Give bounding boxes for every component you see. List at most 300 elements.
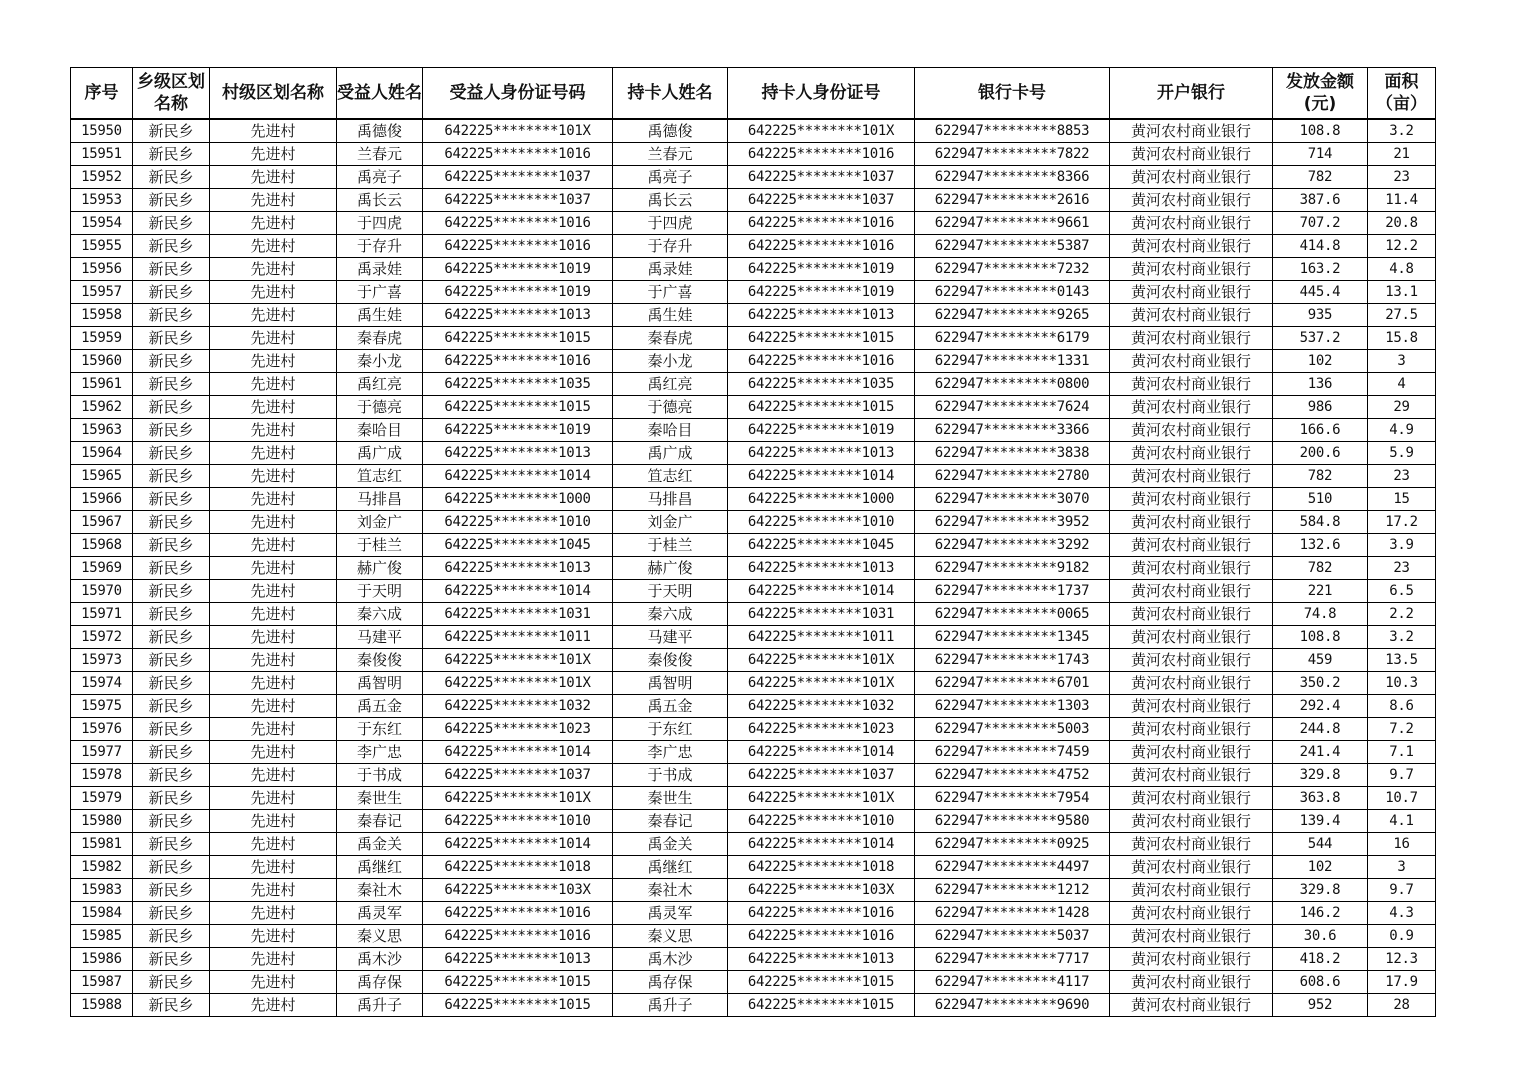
- table-row: [71, 488, 1436, 511]
- table-row: [71, 741, 1436, 764]
- cell-village: 先进村: [210, 994, 337, 1017]
- cell-holder: 秦春虎: [613, 327, 728, 350]
- cell-card: 622947*********1331: [915, 350, 1110, 373]
- cell-beneficiary-id: 642225********1015: [423, 971, 613, 994]
- cell-amount: 221: [1273, 580, 1368, 603]
- cell-area: 3.9: [1368, 534, 1436, 557]
- cell-village: 先进村: [210, 626, 337, 649]
- cell-area: 20.8: [1368, 212, 1436, 235]
- cell-card: 622947*********4752: [915, 764, 1110, 787]
- cell-amount: 329.8: [1273, 764, 1368, 787]
- cell-holder-id: 642225********1016: [728, 143, 915, 166]
- cell-seq: 15951: [71, 143, 133, 166]
- cell-beneficiary-id: 642225********1014: [423, 741, 613, 764]
- cell-bank: 黄河农村商业银行: [1110, 580, 1273, 603]
- cell-village: 先进村: [210, 856, 337, 879]
- cell-village: 先进村: [210, 741, 337, 764]
- table-header: [71, 68, 1436, 120]
- cell-card: 622947*********0800: [915, 373, 1110, 396]
- cell-seq: 15964: [71, 442, 133, 465]
- table-row: [71, 327, 1436, 350]
- cell-town: 新民乡: [133, 189, 210, 212]
- cell-seq: 15963: [71, 419, 133, 442]
- cell-beneficiary-id: 642225********1037: [423, 189, 613, 212]
- cell-beneficiary: 禹德俊: [337, 119, 423, 143]
- cell-seq: 15979: [71, 787, 133, 810]
- cell-holder-id: 642225********1011: [728, 626, 915, 649]
- cell-town: 新民乡: [133, 856, 210, 879]
- cell-beneficiary-id: 642225********1014: [423, 465, 613, 488]
- cell-card: 622947*********6701: [915, 672, 1110, 695]
- cell-holder: 禹生娃: [613, 304, 728, 327]
- cell-beneficiary-id: 642225********1016: [423, 212, 613, 235]
- cell-card: 622947*********7954: [915, 787, 1110, 810]
- cell-beneficiary-id: 642225********1032: [423, 695, 613, 718]
- cell-seq: 15978: [71, 764, 133, 787]
- cell-bank: 黄河农村商业银行: [1110, 373, 1273, 396]
- cell-beneficiary-id: 642225********101X: [423, 672, 613, 695]
- cell-card: 622947*********1212: [915, 879, 1110, 902]
- header-village: 村级区划名称: [210, 68, 337, 120]
- cell-bank: 黄河农村商业银行: [1110, 235, 1273, 258]
- cell-area: 6.5: [1368, 580, 1436, 603]
- cell-holder: 禹升子: [613, 994, 728, 1017]
- cell-amount: 608.6: [1273, 971, 1368, 994]
- cell-holder-id: 642225********1016: [728, 212, 915, 235]
- cell-card: 622947*********2780: [915, 465, 1110, 488]
- cell-beneficiary: 禹智明: [337, 672, 423, 695]
- cell-area: 15.8: [1368, 327, 1436, 350]
- cell-beneficiary-id: 642225********1031: [423, 603, 613, 626]
- cell-area: 29: [1368, 396, 1436, 419]
- cell-area: 4.8: [1368, 258, 1436, 281]
- cell-holder-id: 642225********1019: [728, 281, 915, 304]
- cell-seq: 15960: [71, 350, 133, 373]
- cell-area: 7.2: [1368, 718, 1436, 741]
- cell-area: 13.5: [1368, 649, 1436, 672]
- cell-town: 新民乡: [133, 580, 210, 603]
- cell-holder: 禹长云: [613, 189, 728, 212]
- cell-seq: 15955: [71, 235, 133, 258]
- cell-amount: 584.8: [1273, 511, 1368, 534]
- cell-area: 15: [1368, 488, 1436, 511]
- cell-holder: 禹录娃: [613, 258, 728, 281]
- cell-holder-id: 642225********1016: [728, 350, 915, 373]
- table-row: [71, 465, 1436, 488]
- cell-village: 先进村: [210, 925, 337, 948]
- cell-town: 新民乡: [133, 994, 210, 1017]
- cell-beneficiary: 马建平: [337, 626, 423, 649]
- cell-village: 先进村: [210, 557, 337, 580]
- cell-holder-id: 642225********101X: [728, 119, 915, 143]
- cell-bank: 黄河农村商业银行: [1110, 304, 1273, 327]
- cell-beneficiary: 马排昌: [337, 488, 423, 511]
- table-row: [71, 856, 1436, 879]
- cell-town: 新民乡: [133, 971, 210, 994]
- cell-holder: 于四虎: [613, 212, 728, 235]
- table-row: [71, 764, 1436, 787]
- cell-amount: 163.2: [1273, 258, 1368, 281]
- cell-holder: 李广忠: [613, 741, 728, 764]
- cell-area: 27.5: [1368, 304, 1436, 327]
- cell-beneficiary: 禹木沙: [337, 948, 423, 971]
- cell-bank: 黄河农村商业银行: [1110, 511, 1273, 534]
- cell-beneficiary-id: 642225********1016: [423, 902, 613, 925]
- cell-holder: 兰春元: [613, 143, 728, 166]
- cell-amount: 544: [1273, 833, 1368, 856]
- cell-seq: 15953: [71, 189, 133, 212]
- cell-seq: 15988: [71, 994, 133, 1017]
- cell-card: 622947*********8366: [915, 166, 1110, 189]
- cell-amount: 292.4: [1273, 695, 1368, 718]
- table-row: [71, 419, 1436, 442]
- cell-holder: 秦义思: [613, 925, 728, 948]
- cell-area: 4.1: [1368, 810, 1436, 833]
- cell-amount: 146.2: [1273, 902, 1368, 925]
- cell-seq: 15962: [71, 396, 133, 419]
- cell-holder: 秦俊俊: [613, 649, 728, 672]
- cell-card: 622947*********7624: [915, 396, 1110, 419]
- header-holder: 持卡人姓名: [613, 68, 728, 120]
- cell-area: 3: [1368, 350, 1436, 373]
- cell-seq: 15967: [71, 511, 133, 534]
- cell-beneficiary: 禹存保: [337, 971, 423, 994]
- cell-bank: 黄河农村商业银行: [1110, 557, 1273, 580]
- cell-village: 先进村: [210, 718, 337, 741]
- table-row: [71, 810, 1436, 833]
- cell-amount: 139.4: [1273, 810, 1368, 833]
- cell-holder: 禹继红: [613, 856, 728, 879]
- cell-holder: 秦哈目: [613, 419, 728, 442]
- cell-bank: 黄河农村商业银行: [1110, 350, 1273, 373]
- cell-village: 先进村: [210, 971, 337, 994]
- table-row: [71, 971, 1436, 994]
- cell-area: 17.9: [1368, 971, 1436, 994]
- cell-beneficiary: 于天明: [337, 580, 423, 603]
- cell-beneficiary: 于德亮: [337, 396, 423, 419]
- table-row: [71, 879, 1436, 902]
- cell-bank: 黄河农村商业银行: [1110, 833, 1273, 856]
- cell-seq: 15959: [71, 327, 133, 350]
- cell-beneficiary: 兰春元: [337, 143, 423, 166]
- table-row: [71, 626, 1436, 649]
- cell-area: 5.9: [1368, 442, 1436, 465]
- cell-amount: 102: [1273, 350, 1368, 373]
- cell-village: 先进村: [210, 212, 337, 235]
- cell-beneficiary: 秦俊俊: [337, 649, 423, 672]
- table-row: [71, 787, 1436, 810]
- table-row: [71, 603, 1436, 626]
- cell-village: 先进村: [210, 281, 337, 304]
- cell-amount: 782: [1273, 465, 1368, 488]
- cell-holder-id: 642225********1035: [728, 373, 915, 396]
- table-row: [71, 143, 1436, 166]
- cell-area: 4.3: [1368, 902, 1436, 925]
- cell-bank: 黄河农村商业银行: [1110, 741, 1273, 764]
- cell-card: 622947*********9580: [915, 810, 1110, 833]
- cell-card: 622947*********2616: [915, 189, 1110, 212]
- cell-village: 先进村: [210, 603, 337, 626]
- cell-beneficiary: 赫广俊: [337, 557, 423, 580]
- cell-card: 622947*********6179: [915, 327, 1110, 350]
- cell-town: 新民乡: [133, 396, 210, 419]
- cell-beneficiary: 于东红: [337, 718, 423, 741]
- cell-amount: 108.8: [1273, 119, 1368, 143]
- cell-beneficiary-id: 642225********1010: [423, 810, 613, 833]
- cell-holder-id: 642225********1037: [728, 764, 915, 787]
- cell-card: 622947*********0925: [915, 833, 1110, 856]
- cell-holder: 笪志红: [613, 465, 728, 488]
- cell-village: 先进村: [210, 764, 337, 787]
- cell-card: 622947*********1737: [915, 580, 1110, 603]
- cell-beneficiary: 禹升子: [337, 994, 423, 1017]
- cell-town: 新民乡: [133, 764, 210, 787]
- cell-amount: 166.6: [1273, 419, 1368, 442]
- cell-holder-id: 642225********1013: [728, 948, 915, 971]
- header-town: 乡级区划名称: [133, 68, 210, 120]
- cell-seq: 15968: [71, 534, 133, 557]
- cell-card: 622947*********1303: [915, 695, 1110, 718]
- cell-holder: 于存升: [613, 235, 728, 258]
- cell-bank: 黄河农村商业银行: [1110, 119, 1273, 143]
- header-amount: 发放金额(元): [1273, 68, 1368, 120]
- cell-seq: 15957: [71, 281, 133, 304]
- cell-card: 622947*********3292: [915, 534, 1110, 557]
- cell-village: 先进村: [210, 833, 337, 856]
- cell-beneficiary: 禹广成: [337, 442, 423, 465]
- cell-beneficiary: 于书成: [337, 764, 423, 787]
- header-bank: 开户银行: [1110, 68, 1273, 120]
- cell-town: 新民乡: [133, 649, 210, 672]
- header-card: 银行卡号: [915, 68, 1110, 120]
- cell-town: 新民乡: [133, 258, 210, 281]
- cell-holder-id: 642225********1037: [728, 166, 915, 189]
- cell-town: 新民乡: [133, 304, 210, 327]
- cell-town: 新民乡: [133, 143, 210, 166]
- cell-bank: 黄河农村商业银行: [1110, 994, 1273, 1017]
- cell-beneficiary: 刘金广: [337, 511, 423, 534]
- cell-beneficiary-id: 642225********1010: [423, 511, 613, 534]
- cell-town: 新民乡: [133, 718, 210, 741]
- cell-beneficiary-id: 642225********101X: [423, 787, 613, 810]
- cell-beneficiary-id: 642225********1037: [423, 166, 613, 189]
- cell-beneficiary-id: 642225********1014: [423, 833, 613, 856]
- cell-village: 先进村: [210, 810, 337, 833]
- cell-beneficiary: 禹亮子: [337, 166, 423, 189]
- table-row: [71, 649, 1436, 672]
- cell-village: 先进村: [210, 373, 337, 396]
- cell-holder-id: 642225********1010: [728, 511, 915, 534]
- cell-seq: 15974: [71, 672, 133, 695]
- cell-village: 先进村: [210, 166, 337, 189]
- cell-seq: 15981: [71, 833, 133, 856]
- cell-bank: 黄河农村商业银行: [1110, 166, 1273, 189]
- cell-holder-id: 642225********1019: [728, 419, 915, 442]
- cell-beneficiary: 于存升: [337, 235, 423, 258]
- cell-beneficiary: 秦小龙: [337, 350, 423, 373]
- cell-area: 4: [1368, 373, 1436, 396]
- cell-card: 622947*********7822: [915, 143, 1110, 166]
- cell-bank: 黄河农村商业银行: [1110, 189, 1273, 212]
- cell-beneficiary: 秦哈目: [337, 419, 423, 442]
- cell-holder-id: 642225********1014: [728, 741, 915, 764]
- cell-area: 9.7: [1368, 879, 1436, 902]
- cell-town: 新民乡: [133, 787, 210, 810]
- cell-town: 新民乡: [133, 833, 210, 856]
- cell-village: 先进村: [210, 442, 337, 465]
- cell-beneficiary: 禹继红: [337, 856, 423, 879]
- cell-village: 先进村: [210, 189, 337, 212]
- cell-area: 11.4: [1368, 189, 1436, 212]
- cell-town: 新民乡: [133, 626, 210, 649]
- cell-card: 622947*********3952: [915, 511, 1110, 534]
- cell-area: 21: [1368, 143, 1436, 166]
- cell-amount: 418.2: [1273, 948, 1368, 971]
- cell-amount: 102: [1273, 856, 1368, 879]
- cell-holder: 禹金关: [613, 833, 728, 856]
- table-row: [71, 902, 1436, 925]
- cell-amount: 30.6: [1273, 925, 1368, 948]
- cell-holder-id: 642225********1013: [728, 304, 915, 327]
- cell-amount: 707.2: [1273, 212, 1368, 235]
- cell-beneficiary: 笪志红: [337, 465, 423, 488]
- cell-card: 622947*********1743: [915, 649, 1110, 672]
- cell-bank: 黄河农村商业银行: [1110, 465, 1273, 488]
- cell-area: 23: [1368, 557, 1436, 580]
- cell-beneficiary-id: 642225********1018: [423, 856, 613, 879]
- cell-beneficiary-id: 642225********1013: [423, 948, 613, 971]
- table-row: [71, 258, 1436, 281]
- cell-town: 新民乡: [133, 741, 210, 764]
- cell-amount: 329.8: [1273, 879, 1368, 902]
- cell-seq: 15952: [71, 166, 133, 189]
- cell-holder-id: 642225********101X: [728, 649, 915, 672]
- cell-amount: 108.8: [1273, 626, 1368, 649]
- cell-town: 新民乡: [133, 373, 210, 396]
- cell-seq: 15976: [71, 718, 133, 741]
- cell-village: 先进村: [210, 787, 337, 810]
- cell-amount: 132.6: [1273, 534, 1368, 557]
- cell-holder: 禹五金: [613, 695, 728, 718]
- header-seq: 序号: [71, 68, 133, 120]
- cell-holder: 禹亮子: [613, 166, 728, 189]
- cell-town: 新民乡: [133, 879, 210, 902]
- cell-holder: 于东红: [613, 718, 728, 741]
- cell-bank: 黄河农村商业银行: [1110, 258, 1273, 281]
- header-beneficiary: 受益人姓名: [337, 68, 423, 120]
- cell-amount: 986: [1273, 396, 1368, 419]
- cell-amount: 935: [1273, 304, 1368, 327]
- cell-holder-id: 642225********1018: [728, 856, 915, 879]
- cell-beneficiary: 于广喜: [337, 281, 423, 304]
- cell-holder: 于天明: [613, 580, 728, 603]
- cell-seq: 15971: [71, 603, 133, 626]
- cell-card: 622947*********5003: [915, 718, 1110, 741]
- table-row: [71, 833, 1436, 856]
- cell-bank: 黄河农村商业银行: [1110, 396, 1273, 419]
- cell-bank: 黄河农村商业银行: [1110, 879, 1273, 902]
- cell-holder: 秦社木: [613, 879, 728, 902]
- cell-card: 622947*********9690: [915, 994, 1110, 1017]
- cell-village: 先进村: [210, 258, 337, 281]
- cell-beneficiary: 禹生娃: [337, 304, 423, 327]
- cell-village: 先进村: [210, 488, 337, 511]
- cell-amount: 74.8: [1273, 603, 1368, 626]
- cell-village: 先进村: [210, 902, 337, 925]
- cell-holder: 秦世生: [613, 787, 728, 810]
- cell-holder: 秦六成: [613, 603, 728, 626]
- cell-beneficiary-id: 642225********1000: [423, 488, 613, 511]
- table-row: [71, 212, 1436, 235]
- cell-town: 新民乡: [133, 281, 210, 304]
- cell-holder: 禹红亮: [613, 373, 728, 396]
- cell-holder-id: 642225********1000: [728, 488, 915, 511]
- cell-card: 622947*********9182: [915, 557, 1110, 580]
- table-row: [71, 304, 1436, 327]
- cell-holder-id: 642225********1032: [728, 695, 915, 718]
- cell-bank: 黄河农村商业银行: [1110, 327, 1273, 350]
- cell-village: 先进村: [210, 396, 337, 419]
- cell-bank: 黄河农村商业银行: [1110, 948, 1273, 971]
- cell-holder: 刘金广: [613, 511, 728, 534]
- cell-beneficiary-id: 642225********1015: [423, 396, 613, 419]
- cell-holder: 于德亮: [613, 396, 728, 419]
- cell-card: 622947*********7232: [915, 258, 1110, 281]
- cell-beneficiary: 禹长云: [337, 189, 423, 212]
- cell-area: 23: [1368, 166, 1436, 189]
- cell-holder-id: 642225********1016: [728, 902, 915, 925]
- cell-card: 622947*********1345: [915, 626, 1110, 649]
- table-row: [71, 281, 1436, 304]
- cell-amount: 445.4: [1273, 281, 1368, 304]
- cell-town: 新民乡: [133, 465, 210, 488]
- cell-seq: 15958: [71, 304, 133, 327]
- cell-holder-id: 642225********1015: [728, 396, 915, 419]
- cell-card: 622947*********0065: [915, 603, 1110, 626]
- cell-area: 3.2: [1368, 626, 1436, 649]
- cell-bank: 黄河农村商业银行: [1110, 902, 1273, 925]
- table-row: [71, 925, 1436, 948]
- cell-town: 新民乡: [133, 557, 210, 580]
- cell-area: 9.7: [1368, 764, 1436, 787]
- cell-village: 先进村: [210, 327, 337, 350]
- cell-amount: 241.4: [1273, 741, 1368, 764]
- table-row: [71, 534, 1436, 557]
- cell-town: 新民乡: [133, 810, 210, 833]
- cell-holder-id: 642225********1023: [728, 718, 915, 741]
- cell-holder: 于书成: [613, 764, 728, 787]
- cell-beneficiary: 秦春记: [337, 810, 423, 833]
- table-row: [71, 189, 1436, 212]
- cell-village: 先进村: [210, 649, 337, 672]
- cell-area: 2.2: [1368, 603, 1436, 626]
- cell-amount: 952: [1273, 994, 1368, 1017]
- cell-card: 622947*********3366: [915, 419, 1110, 442]
- cell-seq: 15969: [71, 557, 133, 580]
- cell-town: 新民乡: [133, 235, 210, 258]
- cell-town: 新民乡: [133, 534, 210, 557]
- cell-area: 13.1: [1368, 281, 1436, 304]
- cell-holder: 禹木沙: [613, 948, 728, 971]
- cell-bank: 黄河农村商业银行: [1110, 488, 1273, 511]
- cell-holder: 赫广俊: [613, 557, 728, 580]
- cell-seq: 15983: [71, 879, 133, 902]
- cell-bank: 黄河农村商业银行: [1110, 810, 1273, 833]
- cell-beneficiary: 于桂兰: [337, 534, 423, 557]
- cell-seq: 15982: [71, 856, 133, 879]
- cell-amount: 136: [1273, 373, 1368, 396]
- cell-holder-id: 642225********1015: [728, 327, 915, 350]
